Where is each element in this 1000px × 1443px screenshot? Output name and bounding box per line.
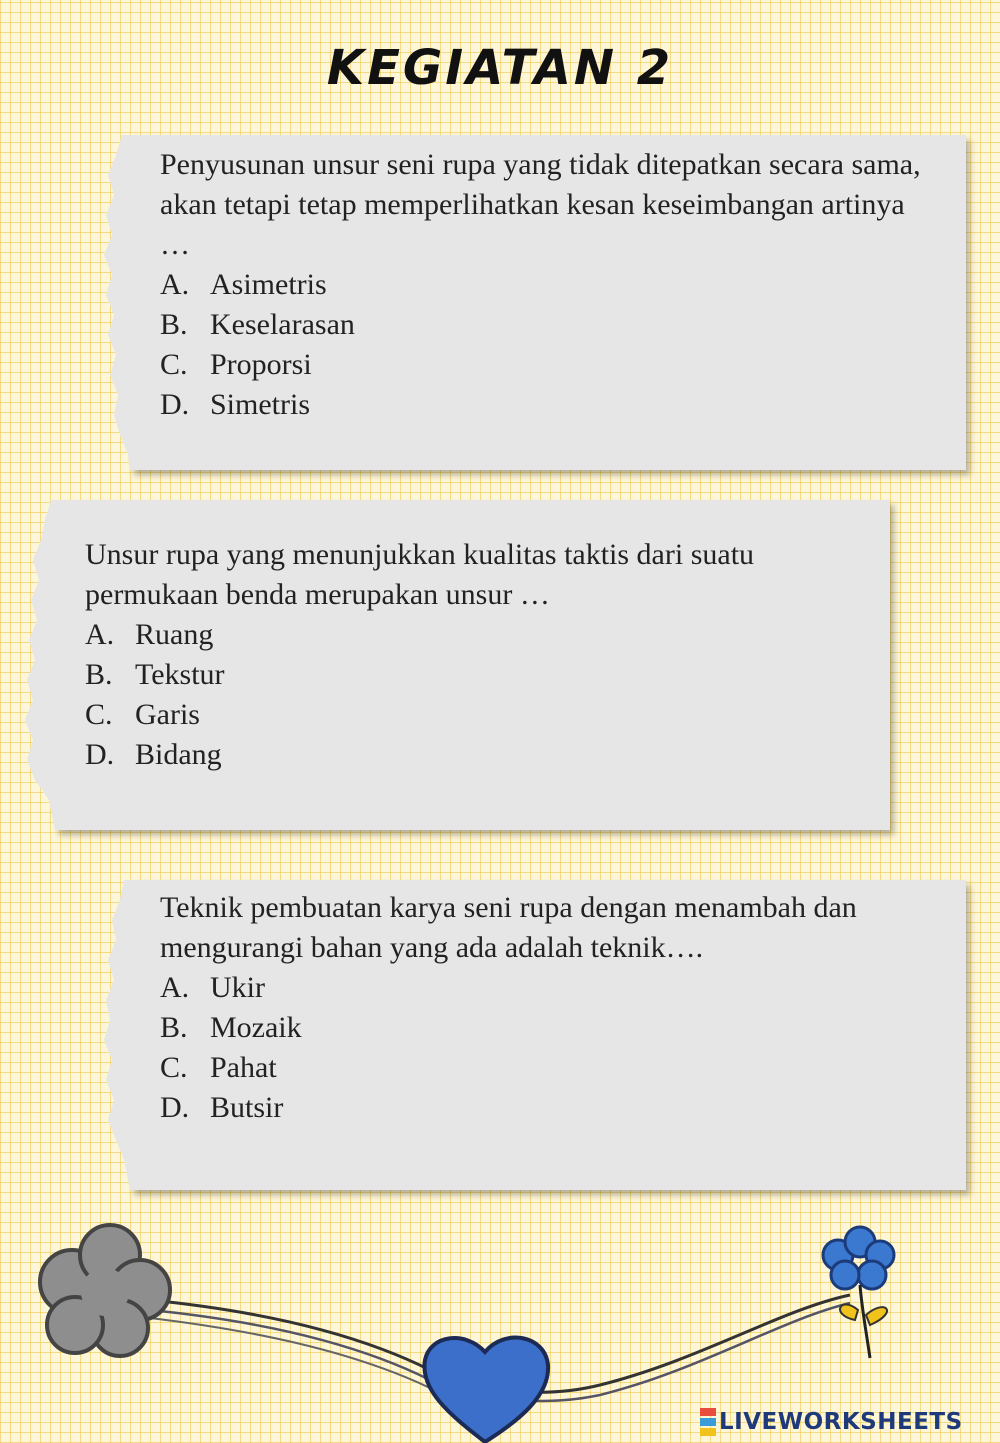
option-d[interactable]: [85, 735, 865, 775]
question-card-1: [130, 135, 966, 470]
heart-icon: [424, 1338, 548, 1442]
option-text: Garis: [135, 698, 200, 731]
question-text: Unsur rupa yang menunjukkan kualitas taktis dari suatu permukaan benda merupakan unsur …: [85, 538, 755, 611]
question-text: Penyusunan unsur seni rupa yang tidak ditepatkan secara sama, akan tetapi tetap memperlihatkan kesan keseimbangan artinya …: [160, 148, 921, 261]
option-letter: B.: [160, 308, 188, 341]
option-a[interactable]: [160, 265, 940, 305]
option-letter: C.: [85, 698, 113, 731]
option-text: Mozaik: [210, 1011, 302, 1044]
option-c[interactable]: [85, 695, 865, 735]
question-card-3: [130, 880, 966, 1190]
option-c[interactable]: [160, 1048, 950, 1088]
option-a[interactable]: [160, 968, 950, 1008]
option-letter: C.: [160, 348, 188, 381]
option-letter: D.: [160, 388, 190, 421]
option-letter: D.: [160, 1091, 190, 1124]
option-text: Butsir: [210, 1091, 284, 1124]
option-letter: A.: [85, 618, 115, 651]
option-d[interactable]: [160, 1088, 950, 1128]
logo-text: LIVEWORKSHEETS: [719, 1409, 963, 1435]
torn-edge-bottom: [55, 790, 890, 830]
option-b[interactable]: [160, 1008, 950, 1048]
option-letter: C.: [160, 1051, 188, 1084]
option-text: Asimetris: [210, 268, 327, 301]
option-c[interactable]: [160, 345, 940, 385]
torn-edge-bottom: [130, 1150, 966, 1190]
option-letter: A.: [160, 971, 190, 1004]
torn-edge-left: [100, 880, 140, 1190]
option-text: Keselarasan: [210, 308, 355, 341]
logo-mark-icon: [700, 1407, 716, 1437]
option-a[interactable]: [85, 615, 865, 655]
page-title: KEGIATAN 2: [326, 40, 674, 96]
torn-edge-left: [23, 500, 63, 830]
option-d[interactable]: [160, 385, 940, 425]
option-text: Pahat: [210, 1051, 277, 1084]
liveworksheets-logo: [700, 1407, 963, 1437]
option-text: Proporsi: [210, 348, 312, 381]
option-letter: D.: [85, 738, 115, 771]
option-letter: A.: [160, 268, 190, 301]
option-text: Bidang: [135, 738, 222, 771]
option-text: Tekstur: [135, 658, 225, 691]
question-text: Teknik pembuatan karya seni rupa dengan menambah dan mengurangi bahan yang ada adalah teknik….: [160, 891, 857, 964]
question-card-2: [55, 500, 890, 830]
option-text: Ruang: [135, 618, 214, 651]
option-letter: B.: [85, 658, 113, 691]
torn-edge-bottom: [130, 430, 966, 470]
torn-edge-left: [100, 135, 140, 470]
option-letter: B.: [160, 1011, 188, 1044]
gray-flower-icon: [40, 1225, 170, 1356]
blue-flower-icon: [823, 1227, 894, 1289]
option-text: Ukir: [210, 971, 265, 1004]
option-text: Simetris: [210, 388, 311, 421]
option-b[interactable]: [160, 305, 940, 345]
option-b[interactable]: [85, 655, 865, 695]
